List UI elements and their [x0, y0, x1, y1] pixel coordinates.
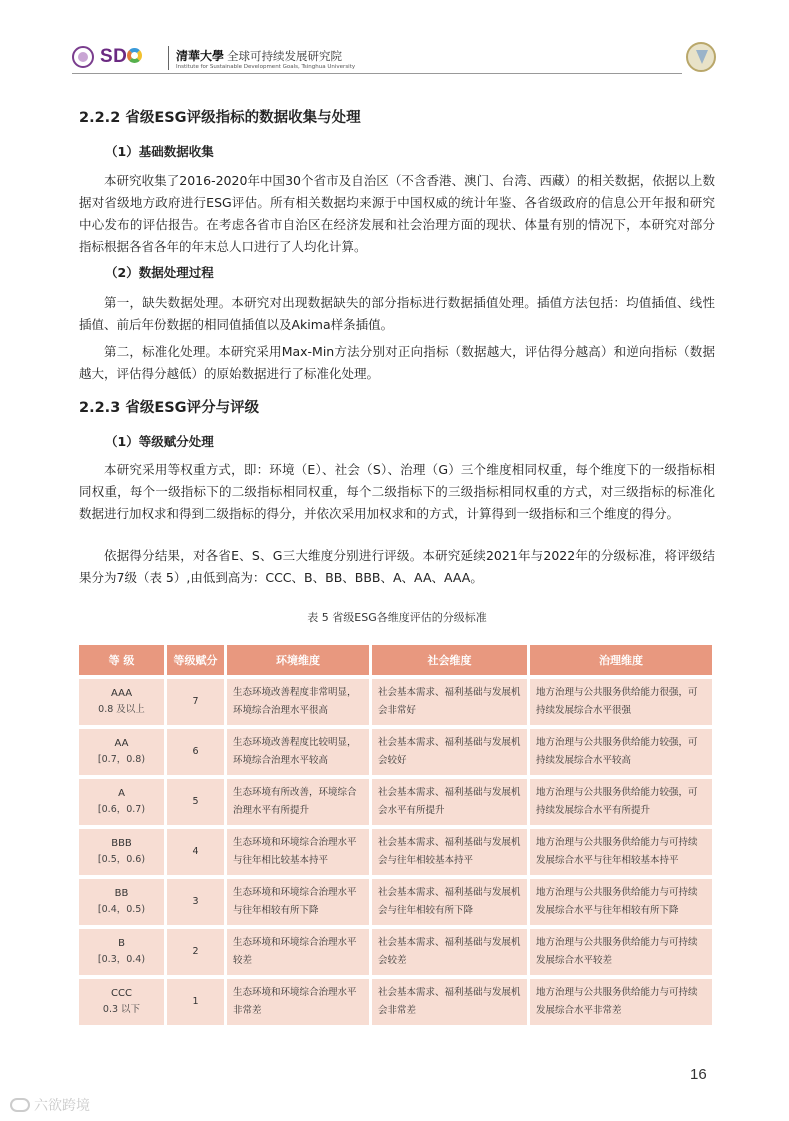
paragraph-data-collection: 本研究收集了2016-2020年中国30个省市及自治区（不含香港、澳门、台湾、西藏）的相关数据，依据以上数据对省级地方政府进行ESG评估。所有相关数据均来源于中国权威的统计年鉴、各省级政府的信息公开年报和研究中心发布的评估报告。在考虑各省市自治区在经济发展和社会治理方面的现状、体量有别的情况下，本研究对部分指标根据各省各年的年末总人口进行了人均化计算。 [79, 173, 715, 254]
cell-level [79, 979, 167, 1025]
cell-environment: 生态环境和环境综合治理水平与往年相较有所下降 [227, 879, 372, 925]
cell-governance: 地方治理与公共服务供给能力较强，可持续发展综合水平较高 [530, 729, 712, 775]
table-row [79, 779, 712, 825]
cell-environment: 生态环境改善程度比较明显，环境综合治理水平较高 [227, 729, 372, 775]
institute-subtitle: Institute for Sustainable Development Goals, Tsinghua University [176, 64, 356, 70]
cell-environment: 生态环境和环境综合治理水平较差 [227, 929, 372, 975]
level-label: CCC [111, 988, 132, 999]
paragraph-normalization: 第二，标准化处理。本研究采用Max-Min方法分别对正向指标（数据越大，评估得分越高）和逆向指标（数据越大，评估得分越低）的原始数据进行了标准化处理。 [79, 344, 715, 381]
cell-social: 社会基本需求、福利基础与发展机会与往年相较有所下降 [372, 879, 530, 925]
col-header-level: 等 级 [79, 645, 167, 675]
cell-environment: 生态环境改善程度非常明显，环境综合治理水平很高 [227, 679, 372, 725]
table-row [79, 929, 712, 975]
level-range: [0.6，0.7) [97, 804, 146, 815]
header-rule [72, 73, 682, 74]
cell-social: 社会基本需求、福利基础与发展机会非常差 [372, 979, 530, 1025]
cell-level [79, 929, 167, 975]
cell-score: 2 [167, 929, 227, 975]
level-range: [0.3，0.4) [97, 954, 146, 965]
cell-environment: 生态环境有所改善，环境综合治理水平有所提升 [227, 779, 372, 825]
table-row [79, 879, 712, 925]
page-number: 16 [690, 1066, 707, 1083]
logo-divider [168, 46, 169, 70]
cell-governance: 地方治理与公共服务供给能力与可持续发展综合水平非常差 [530, 979, 712, 1025]
cell-governance: 地方治理与公共服务供给能力与可持续发展综合水平与往年相较基本持平 [530, 829, 712, 875]
cell-score: 6 [167, 729, 227, 775]
table-row [79, 729, 712, 775]
level-label: B [118, 938, 125, 949]
table-header-row [79, 645, 712, 675]
level-range: [0.5，0.6) [97, 854, 146, 865]
paragraph-missing-data: 第一，缺失数据处理。本研究对出现数据缺失的部分指标进行数据插值处理。插值方法包括：均值插值、线性插值、前后年份数据的相同值插值以及Akima样条插值。 [79, 295, 715, 332]
cell-level [79, 779, 167, 825]
cell-social: 社会基本需求、福利基础与发展机会与往年相较基本持平 [372, 829, 530, 875]
cell-score: 5 [167, 779, 227, 825]
emblem-icon [686, 42, 716, 72]
cell-environment: 生态环境和环境综合治理水平非常差 [227, 979, 372, 1025]
cell-level [79, 679, 167, 725]
tsinghua-seal-icon [72, 46, 94, 68]
level-range: [0.4，0.5) [97, 904, 146, 915]
level-range: 0.3 以下 [102, 1004, 141, 1015]
col-header-social: 社会维度 [372, 645, 530, 675]
table-row [79, 829, 712, 875]
level-range: 0.8 及以上 [98, 704, 145, 715]
col-header-governance: 治理维度 [530, 645, 712, 675]
level-label: A [118, 788, 125, 799]
cell-governance: 地方治理与公共服务供给能力较强，可持续发展综合水平有所提升 [530, 779, 712, 825]
cell-governance: 地方治理与公共服务供给能力与可持续发展综合水平较差 [530, 929, 712, 975]
watermark-logo-icon [10, 1098, 30, 1112]
col-header-environment: 环境维度 [227, 645, 372, 675]
sdg-logo: SD [100, 46, 142, 68]
cell-score: 3 [167, 879, 227, 925]
level-label: AAA [110, 688, 133, 699]
page-header [72, 40, 716, 82]
cell-score: 7 [167, 679, 227, 725]
table-row [79, 979, 712, 1025]
subheading-grading: （1）等级赋分处理 [105, 434, 214, 449]
watermark: 六欲跨境 [10, 1095, 90, 1115]
paragraph-rating-levels: 依据得分结果，对各省E、S、G三大维度分别进行评级。本研究延续2021年与2022年的分级标准，将评级结果分为7级（表 5）,由低到高为：CCC、B、BB、BBB、A、AA、AAA。 [79, 548, 715, 585]
cell-score: 1 [167, 979, 227, 1025]
cell-score: 4 [167, 829, 227, 875]
cell-social: 社会基本需求、福利基础与发展机会水平有所提升 [372, 779, 530, 825]
cell-environment: 生态环境和环境综合治理水平与往年相比较基本持平 [227, 829, 372, 875]
subheading-data-processing: （2）数据处理过程 [105, 265, 214, 280]
subheading-basic-data: （1）基础数据收集 [105, 144, 214, 159]
section-title-2-2-3: 2.2.3 省级ESG评分与评级 [79, 400, 260, 416]
cell-social: 社会基本需求、福利基础与发展机会较差 [372, 929, 530, 975]
level-range: [0.7，0.8) [97, 754, 146, 765]
cell-social: 社会基本需求、福利基础与发展机会非常好 [372, 679, 530, 725]
cell-governance: 地方治理与公共服务供给能力与可持续发展综合水平与往年相较有所下降 [530, 879, 712, 925]
table-caption: 表 5 省级ESG各维度评估的分级标准 [307, 611, 487, 624]
cell-level [79, 729, 167, 775]
cell-governance: 地方治理与公共服务供给能力很强，可持续发展综合水平很强 [530, 679, 712, 725]
level-label: BB [114, 888, 129, 899]
institute-name: 清華大學 全球可持续发展研究院 [176, 49, 343, 63]
cell-social: 社会基本需求、福利基础与发展机会较好 [372, 729, 530, 775]
table-row [79, 679, 712, 725]
section-title-2-2-2: 2.2.2 省级ESG评级指标的数据收集与处理 [79, 110, 361, 126]
rating-standard-table [79, 641, 712, 1029]
level-label: AA [114, 738, 129, 749]
col-header-score: 等级赋分 [167, 645, 227, 675]
cell-level [79, 829, 167, 875]
cell-level [79, 879, 167, 925]
paragraph-equal-weight: 本研究采用等权重方式，即：环境（E）、社会（S）、治理（G）三个维度相同权重，每个维度下的一级指标相同权重，每个一级指标下的二级指标相同权重，每个二级指标下的三级指标相同权重的方式，对三级指标的标准化数据进行加权求和得到二级指标的得分，并依次采用加权求和的方式，计算得到一级指标和三个维度的得分。 [79, 462, 715, 521]
level-label: BBB [111, 838, 132, 849]
